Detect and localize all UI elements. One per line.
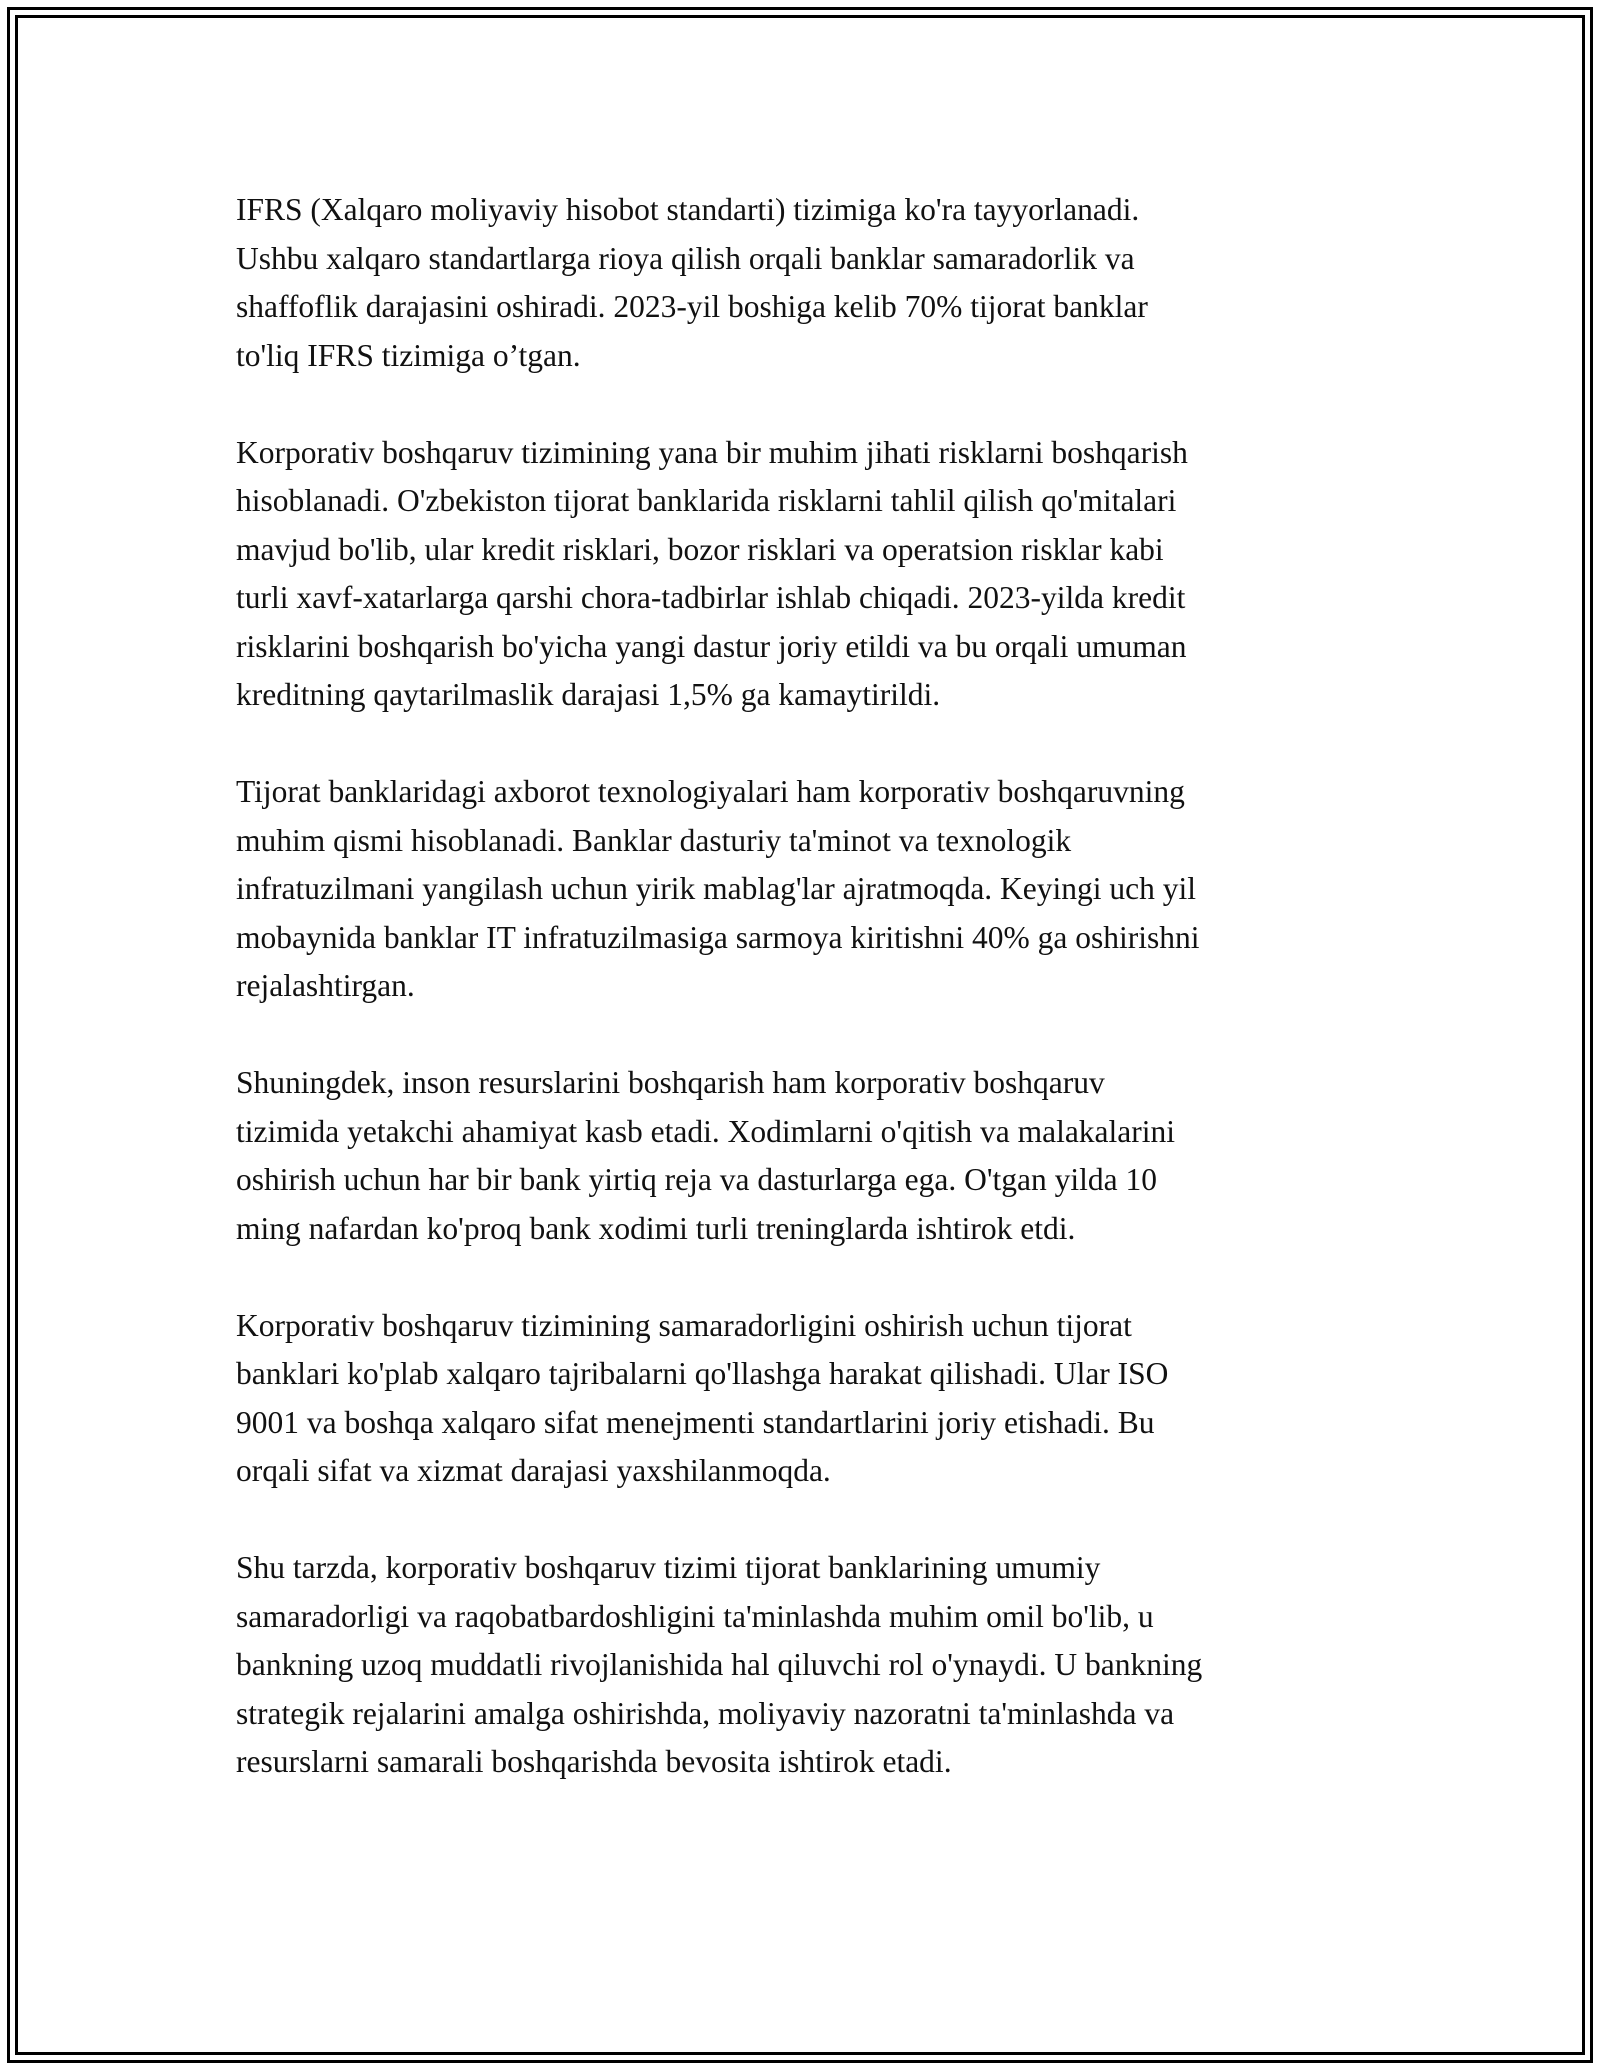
- text-line: turli xavf-xatarlarga qarshi chora-tadbirlar ishlab chiqadi. 2023-yilda kredit: [236, 580, 1186, 615]
- text-line: bankning uzoq muddatli rivojlanishida hal qiluvchi rol o'ynaydi. U bankning: [236, 1647, 1203, 1682]
- text-line: hisoblanadi. O'zbekiston tijorat banklarida risklarni tahlil qilish qo'mitalari: [236, 483, 1177, 518]
- text-line: Korporativ boshqaruv tizimining samaradorligini oshirish uchun tijorat: [236, 1307, 1132, 1343]
- text-line: mobaynida banklar IT infratuzilmasiga sarmoya kiritishni 40% ga oshirishni: [236, 919, 1200, 955]
- text-line: infratuzilmani yangilash uchun yirik mablag'lar ajratmoqda. Keyingi uch yil: [236, 871, 1197, 906]
- text-line: Shu tarzda, korporativ boshqaruv tizimi tijorat banklarining umumiy: [236, 1550, 1101, 1585]
- text-line: ming nafardan ko'proq bank xodimi turli treninglarda ishtirok etdi.: [236, 1210, 1076, 1246]
- paragraph-human-resources: [236, 1059, 1386, 1253]
- paragraph-risk-management: [236, 429, 1386, 720]
- text-line: shaffoflik darajasini oshiradi. 2023-yil boshiga kelib 70% tijorat banklar: [236, 289, 1148, 324]
- text-line: banklari ko'plab xalqaro tajribalarni qo'llashga harakat qilishadi. Ular ISO: [236, 1356, 1169, 1391]
- text-line: muhim qismi hisoblanadi. Banklar dasturiy ta'minot va texnologik: [236, 822, 1072, 858]
- text-line: Korporativ boshqaruv tizimining yana bir muhim jihati risklarni boshqarish: [236, 434, 1188, 470]
- paragraph-ifrs: [236, 186, 1386, 380]
- text-line: risklarini boshqarish bo'yicha yangi dastur joriy etildi va bu orqali umuman: [236, 628, 1187, 664]
- text-line: orqali sifat va xizmat darajasi yaxshilanmoqda.: [236, 1453, 831, 1488]
- text-line: IFRS (Xalqaro moliyaviy hisobot standarti) tizimiga ko'ra tayyorlanadi.: [236, 192, 1140, 227]
- paragraph-international-standards: [236, 1302, 1386, 1496]
- text-line: oshirish uchun har bir bank yirtiq reja va dasturlarga ega. O'tgan yilda 10: [236, 1162, 1157, 1197]
- text-line: Ushbu xalqaro standartlarga rioya qilish orqali banklar samaradorlik va: [236, 240, 1135, 276]
- text-line: resurslarni samarali boshqarishda bevosita ishtirok etadi.: [236, 1744, 952, 1779]
- text-line: 9001 va boshqa xalqaro sifat menejmenti standartlarini joriy etishadi. Bu: [236, 1404, 1155, 1440]
- paragraph-it-infrastructure: [236, 768, 1386, 1011]
- text-line: strategik rejalarini amalga oshirishda, moliyaviy nazoratni ta'minlashda va: [236, 1695, 1175, 1731]
- text-line: Shuningdek, inson resurslarini boshqarish ham korporativ boshqaruv: [236, 1065, 1105, 1100]
- text-line: to'liq IFRS tizimiga o’tgan.: [236, 337, 581, 373]
- text-line: mavjud bo'lib, ular kredit risklari, bozor risklari va operatsion risklar kabi: [236, 531, 1164, 567]
- text-line: Tijorat banklaridagi axborot texnologiyalari ham korporativ boshqaruvning: [236, 774, 1185, 809]
- text-line: samaradorligi va raqobatbardoshligini ta'minlashda muhim omil bo'lib, u: [236, 1598, 1154, 1634]
- paragraph-conclusion: [236, 1544, 1386, 1787]
- text-line: rejalashtirgan.: [236, 968, 415, 1003]
- text-line: kreditning qaytarilmaslik darajasi 1,5% ga kamaytirildi.: [236, 677, 941, 712]
- text-line: tizimida yetakchi ahamiyat kasb etadi. Xodimlarni o'qitish va malakalarini: [236, 1113, 1176, 1149]
- document-body: [236, 186, 1386, 1835]
